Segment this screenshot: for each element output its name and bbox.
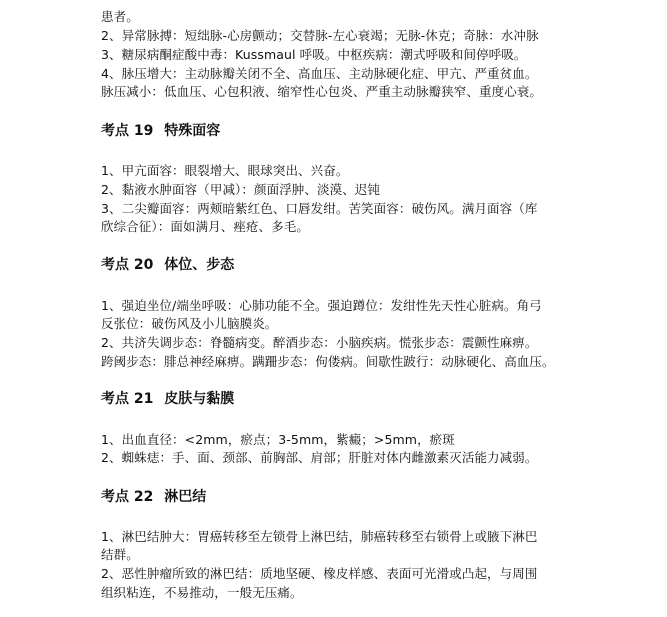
section-line: 1、强迫坐位/端坐呼吸：心肺功能不全。强迫蹲位：发绀性先天性心脏病。角弓 [101, 298, 542, 313]
section-heading-20 [101, 255, 234, 275]
section-line: 2、蜘蛛痣：手、面、颈部、前胸部、肩部；肝脏对体内雌激素灭活能力减弱。 [101, 450, 538, 465]
section-line: 1、出血直径：<2mm，瘀点；3-5mm，紫癜；>5mm，瘀斑 [101, 432, 455, 447]
section-number: 21 [133, 391, 154, 407]
intro-line: 脉压减小：低血压、心包积液、缩窄性心包炎、严重主动脉瓣狭窄、重度心衰。 [101, 84, 543, 99]
section-line: 2、黏液水肿面容（甲减）：颜面浮肿、淡漠、迟钝 [101, 182, 381, 197]
section-number: 20 [133, 257, 154, 273]
section-number: 19 [133, 123, 154, 139]
section-line: 结群。 [101, 547, 139, 562]
section-title: 体位、步态 [164, 257, 235, 273]
section-line: 组织粘连，不易推动，一般无压痛。 [101, 585, 303, 600]
section-title: 淋巴结 [164, 489, 207, 505]
section-line: 1、淋巴结肿大：胃癌转移至左锁骨上淋巴结，肺癌转移至右锁骨上或腋下淋巴 [101, 529, 538, 544]
section-line: 欣综合征）：面如满月、痤疮、多毛。 [101, 219, 309, 234]
intro-line: 4、脉压增大：主动脉瓣关闭不全、高血压、主动脉硬化症、甲亢、严重贫血。 [101, 66, 538, 81]
intro-line: 2、异常脉搏：短绌脉-心房颤动；交替脉-左心衰竭；无脉-休克；奇脉：水冲脉 [101, 28, 539, 43]
section-title: 皮肤与黏膜 [164, 391, 235, 407]
section-prefix: 考点 [101, 489, 129, 505]
section-heading-19 [101, 121, 220, 141]
section-line: 1、甲亢面容：眼裂增大、眼球突出、兴奋。 [101, 163, 349, 178]
section-prefix: 考点 [101, 391, 129, 407]
section-number: 22 [133, 489, 154, 505]
section-line: 2、恶性肿瘤所致的淋巴结：质地坚硬、橡皮样感、表面可光滑或凸起，与周围 [101, 566, 538, 581]
section-line: 反张位：破伤风及小儿脑膜炎。 [101, 316, 278, 331]
section-heading-22 [101, 487, 206, 507]
section-prefix: 考点 [101, 257, 129, 273]
intro-line: 患者。 [101, 9, 139, 24]
section-line: 2、共济失调步态：脊髓病变。醉酒步态：小脑疾病。慌张步态：震颤性麻痹。 [101, 335, 538, 350]
section-prefix: 考点 [101, 123, 129, 139]
section-line: 3、二尖瓣面容：两颊暗紫红色、口唇发绀。苦笑面容：破伤风。满月面容（库 [101, 201, 538, 216]
section-heading-21 [101, 389, 234, 409]
intro-line: 3、糖尿病酮症酸中毒：Kussmaul 呼吸。中枢疾病：潮式呼吸和间停呼吸。 [101, 47, 527, 62]
section-title: 特殊面容 [164, 123, 221, 139]
section-line: 跨阈步态：腓总神经麻痹。蹒跚步态：佝偻病。间歇性跛行：动脉硬化、高血压。 [101, 354, 555, 369]
